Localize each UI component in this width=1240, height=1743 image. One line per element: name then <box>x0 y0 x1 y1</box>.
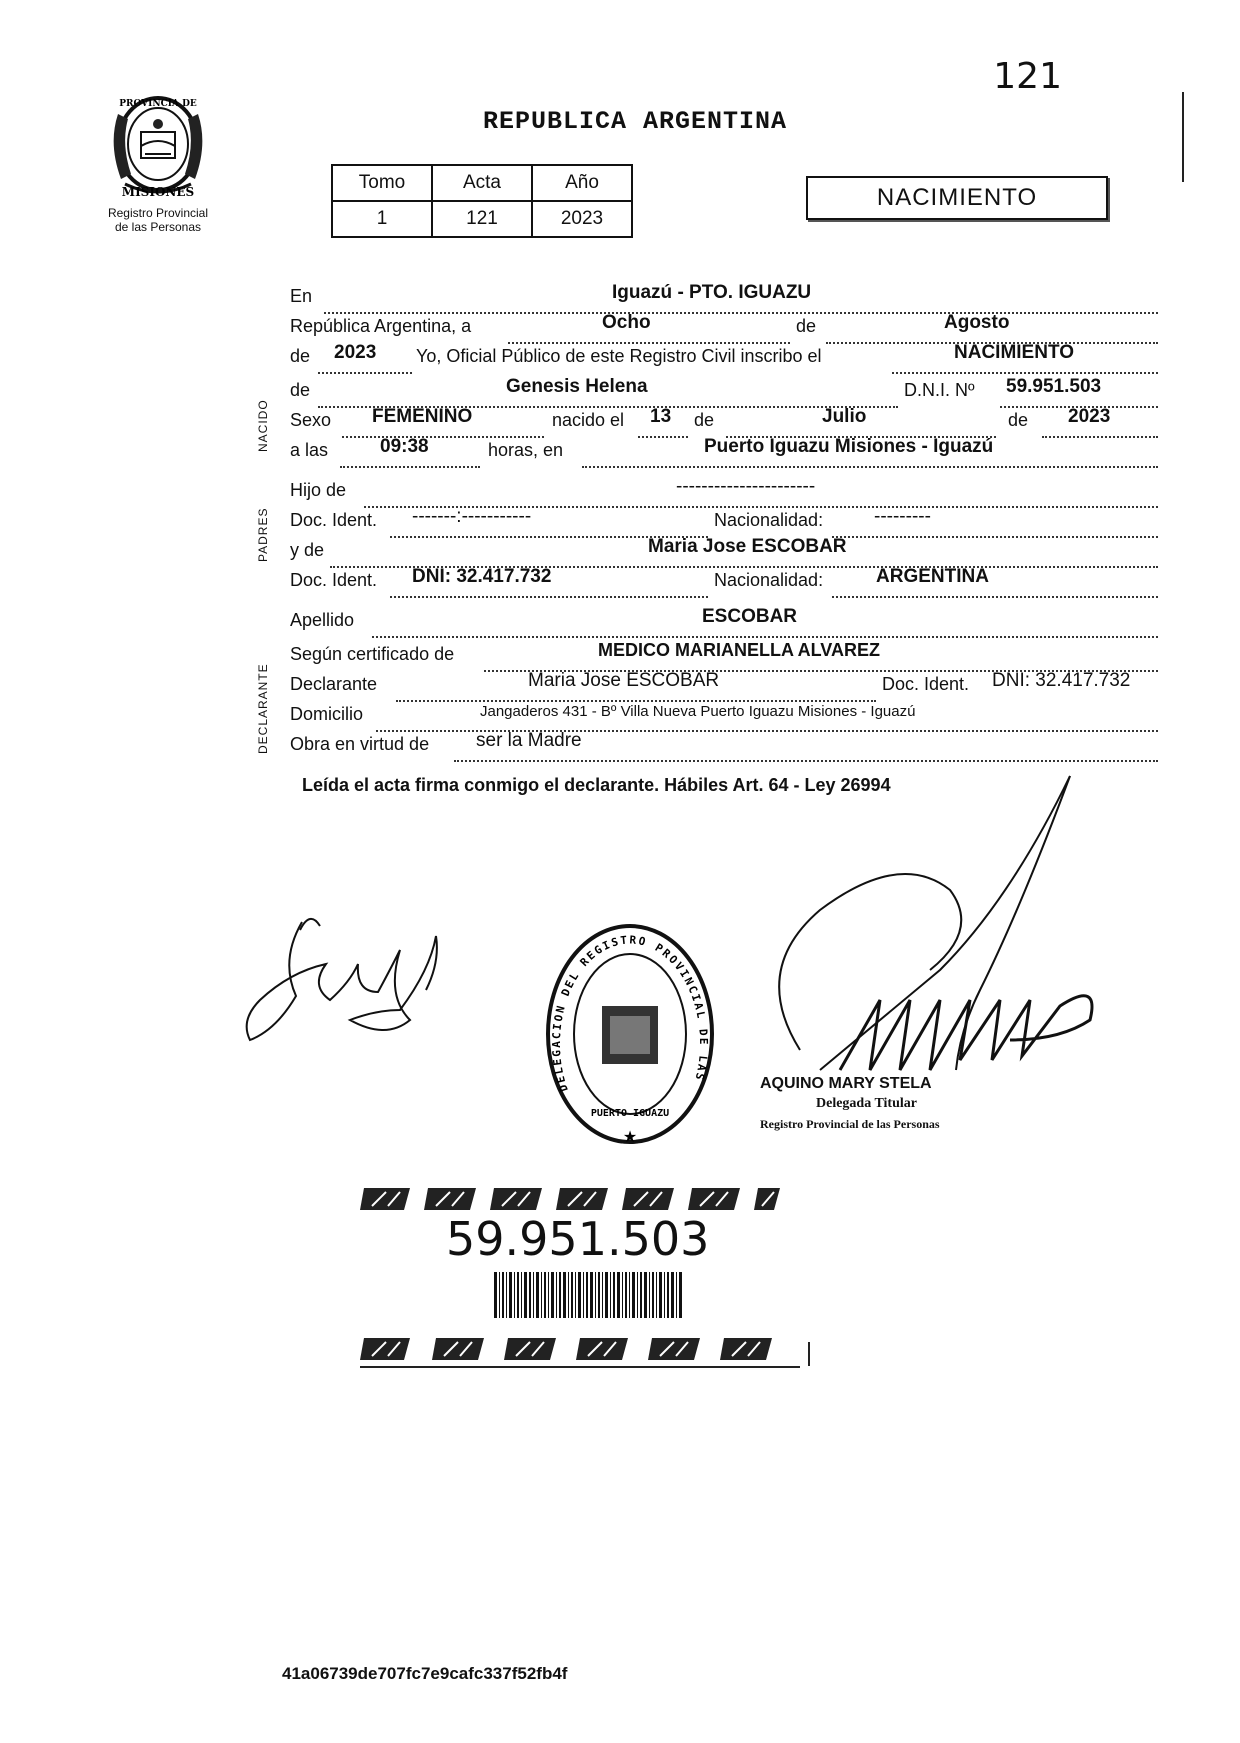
apellido-value: ESCOBAR <box>702 606 798 627</box>
form-line-domicilio <box>290 704 1158 730</box>
form-line-anio <box>290 342 1158 372</box>
section-padres: PADRES <box>256 507 270 562</box>
svg-text:PROVINCIA DE: PROVINCIA DE <box>119 99 197 109</box>
security-band-top <box>360 1186 820 1212</box>
birth-month-value: Julio <box>822 406 867 427</box>
declarante-doc-value: DNI: 32.417.732 <box>992 670 1131 691</box>
document-hash: 41a06739de707fc7e9cafc337f52fb4f <box>282 1664 568 1683</box>
security-band-bottom <box>360 1336 820 1372</box>
declarante-label: Declarante <box>290 674 378 694</box>
form-line-en <box>290 282 1158 312</box>
month-value: Agosto <box>944 312 1010 333</box>
officer-role: Delegada Titular <box>816 1096 917 1111</box>
acta-value: 121 <box>432 201 532 237</box>
svg-text:DELEGACION DEL REGISTRO PROVIN: DELEGACION DEL REGISTRO PROVINCIAL DE LAS <box>549 933 711 1094</box>
de-label-2: de <box>290 346 311 366</box>
act-value: NACIMIENTO <box>954 342 1074 363</box>
sexo-label: Sexo <box>290 410 332 430</box>
official-stamp <box>540 920 720 1152</box>
birth-day-value: 13 <box>650 406 672 427</box>
domicilio-label: Domicilio <box>290 704 364 724</box>
day-word-value: Ocho <box>602 312 651 333</box>
republica-label: República Argentina, a <box>290 316 472 336</box>
obra-value: ser la Madre <box>476 730 582 751</box>
act-type-box: NACIMIENTO <box>806 176 1108 220</box>
officer-office: Registro Provincial de las Personas <box>760 1117 940 1131</box>
form-line-sexo <box>290 406 1158 436</box>
page-number: 121 <box>993 56 1062 97</box>
barcode-number: 59.951.503 <box>446 1212 710 1266</box>
form-line-certificado <box>290 640 1158 670</box>
form-line-apellido <box>290 606 1158 636</box>
sexo-value: FEMENINO <box>372 406 473 427</box>
tomo-header: Tomo <box>332 165 432 201</box>
form-line-doc-padre <box>290 506 1158 536</box>
de-label-1: de <box>796 316 817 336</box>
birth-place-value: Puerto Iguazu Misiones - Iguazú <box>704 436 994 457</box>
father-doc-value: -------:----------- <box>412 506 532 527</box>
barcode <box>494 1272 684 1320</box>
place-value: Iguazú - PTO. IGUAZU <box>612 282 812 303</box>
section-declarante: DECLARANTE <box>256 663 270 754</box>
logo-caption-1: Registro Provincial <box>107 206 209 220</box>
svg-text:MISIONES: MISIONES <box>121 185 195 199</box>
anio-value: 2023 <box>532 201 632 237</box>
registry-header-row <box>332 165 632 201</box>
dni-label: D.N.I. Nº <box>904 380 975 400</box>
officer-name: AQUINO MARY STELA <box>760 1075 932 1092</box>
svg-text:★: ★ <box>622 1127 638 1146</box>
form-line-obra <box>290 730 1158 760</box>
anio-header: Año <box>532 165 632 201</box>
y-de-label: y de <box>290 540 325 560</box>
father-nationality-value: --------- <box>874 506 931 527</box>
section-nacido: NACIDO <box>256 399 270 452</box>
de-label-5: de <box>1008 410 1029 430</box>
form-line-madre <box>290 536 1158 566</box>
mother-doc-value: DNI: 32.417.732 <box>412 566 552 587</box>
mother-value: Maria Jose ESCOBAR <box>648 536 847 557</box>
tomo-value: 1 <box>332 201 432 237</box>
registry-value-row <box>332 201 632 237</box>
form-line-hijo <box>290 476 1158 506</box>
yo-text: Yo, Oficial Público de este Registro Civil inscribo el <box>416 346 822 366</box>
child-name-value: Genesis Helena <box>506 376 648 397</box>
domicilio-value: Jangaderos 431 - Bº Villa Nueva Puerto Iguazu Misiones - Iguazú <box>480 703 916 720</box>
obra-label: Obra en virtud de <box>290 734 430 754</box>
de-label-3: de <box>290 380 311 400</box>
year-value: 2023 <box>334 342 377 363</box>
hijo-label: Hijo de <box>290 480 347 500</box>
birth-year-value: 2023 <box>1068 406 1111 427</box>
de-label-4: de <box>694 410 715 430</box>
form-line-nombre <box>290 376 1158 406</box>
apellido-label: Apellido <box>290 610 355 630</box>
horas-label: horas, en <box>488 440 564 460</box>
officer-signature <box>760 770 1140 1080</box>
doc-label-2: Doc. Ident. <box>290 570 378 590</box>
father-value: ---------------------- <box>676 476 816 497</box>
nacionalidad-label-1: Nacionalidad: <box>714 510 824 530</box>
margin-rule <box>1182 92 1184 182</box>
certificado-value: MEDICO MARIANELLA ALVAREZ <box>598 640 880 660</box>
mother-nationality-value: ARGENTINA <box>876 566 989 587</box>
form-line-doc-madre <box>290 566 1158 596</box>
form-line-fecha <box>290 312 1158 342</box>
officer-block <box>760 1074 940 1134</box>
alas-label: a las <box>290 440 329 460</box>
declarant-signature <box>240 900 480 1050</box>
en-label: En <box>290 286 313 306</box>
document-title: REPUBLICA ARGENTINA <box>482 107 788 136</box>
nacionalidad-label-2: Nacionalidad: <box>714 570 824 590</box>
registry-table <box>331 164 633 238</box>
birth-time-value: 09:38 <box>380 436 429 457</box>
doc-label-3: Doc. Ident. <box>882 674 970 694</box>
closing-statement: Leída el acta firma conmigo el declarante. Hábiles Art. 64 - Ley 26994 <box>302 775 891 795</box>
provincial-seal-icon <box>103 84 213 202</box>
doc-label-1: Doc. Ident. <box>290 510 378 530</box>
form-line-hora <box>290 436 1158 466</box>
acta-header: Acta <box>432 165 532 201</box>
dni-value: 59.951.503 <box>1006 376 1102 397</box>
logo-caption-2: de las Personas <box>114 220 202 234</box>
svg-text:PUERTO IGUAZU: PUERTO IGUAZU <box>590 1108 670 1119</box>
form-line-declarante <box>290 670 1158 700</box>
nacido-label: nacido el <box>552 410 625 430</box>
certificado-label: Según certificado de <box>290 644 455 664</box>
declarante-value: Maria Jose ESCOBAR <box>528 670 720 691</box>
